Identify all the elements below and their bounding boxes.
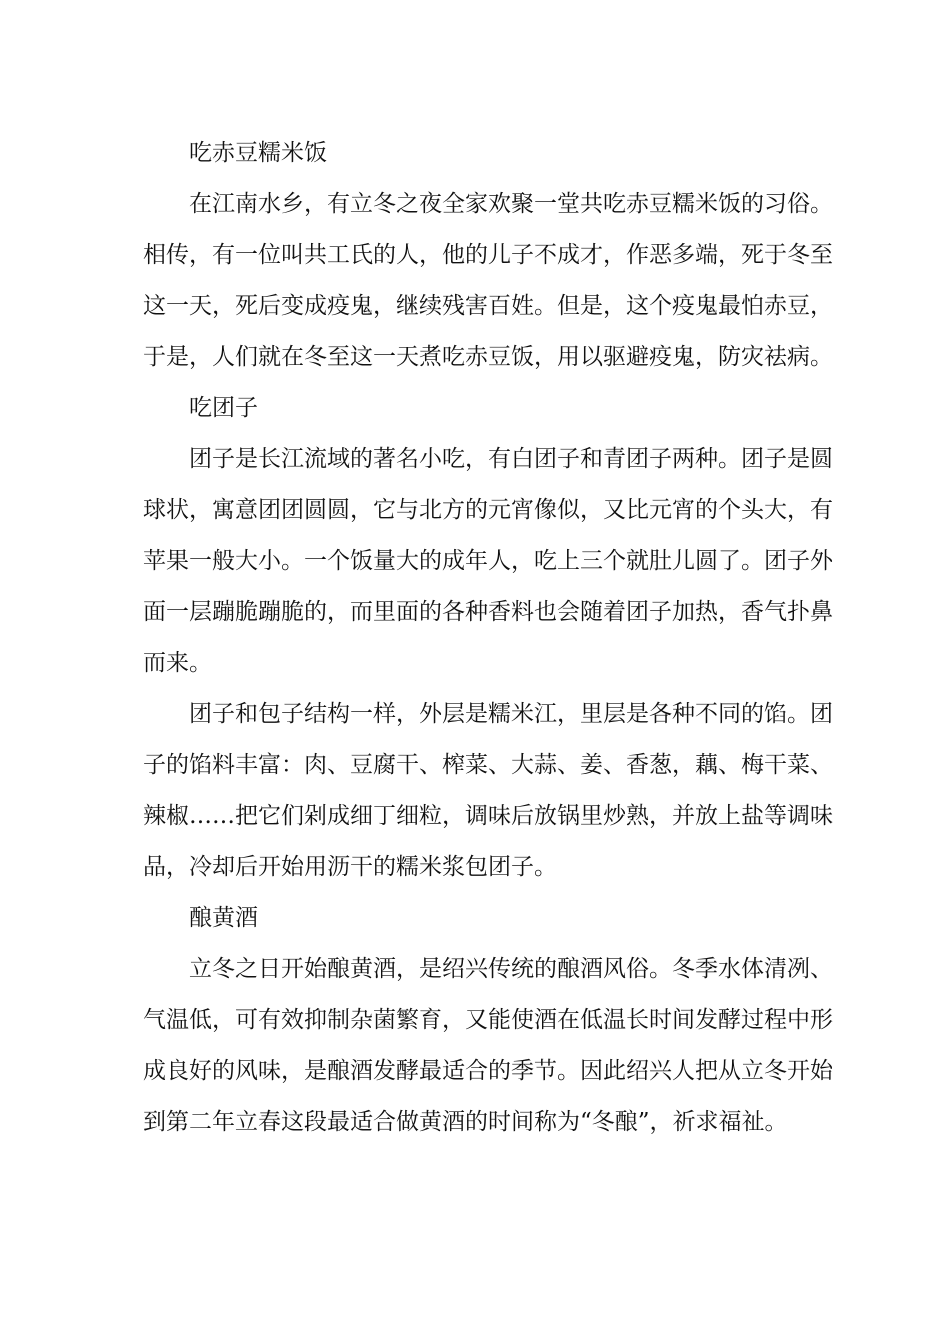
paragraph-red-bean-rice: 在江南水乡，有立冬之夜全家欢聚一堂共吃赤豆糯米饭的习俗。相传，有一位叫共工氏的人，他的儿子不成才，作恶多端，死于冬至这一天，死后变成疫鬼，继续残害百姓。但是，这个疫鬼最怕赤豆，于是，人们就在冬至这一天煮吃赤豆饭，用以驱避疫鬼，防灾祛病。 xyxy=(143,191,833,370)
section-heading-yellow-wine: 酿黄酒 xyxy=(189,905,258,931)
document-body xyxy=(143,128,833,1148)
paragraph-tuanzi-intro: 团子是长江流域的著名小吃，有白团子和青团子两种。团子是圆球状，寓意团团圆圆，它与北方的元宵像似，又比元宵的个头大，有苹果一般大小。一个饭量大的成年人，吃上三个就肚儿圆了。团子外面一层蹦脆蹦脆的，而里面的各种香料也会随着团子加热，香气扑鼻而来。 xyxy=(143,446,833,676)
section-heading-tuanzi: 吃团子 xyxy=(189,395,258,421)
section-heading-red-bean-rice: 吃赤豆糯米饭 xyxy=(189,140,327,166)
paragraph-yellow-wine: 立冬之日开始酿黄酒，是绍兴传统的酿酒风俗。冬季水体清冽、气温低，可有效抑制杂菌繁育，又能使酒在低温长时间发酵过程中形成良好的风味，是酿酒发酵最适合的季节。因此绍兴人把从立冬开始到第二年立春这段最适合做黄酒的时间称为“冬酿”，祈求福祉。 xyxy=(143,956,833,1135)
paragraph-tuanzi-filling: 团子和包子结构一样，外层是糯米江，里层是各种不同的馅。团子的馅料丰富：肉、豆腐干、榨菜、大蒜、姜、香葱，藕、梅干菜、辣椒……把它们剁成细丁细粒，调味后放锅里炒熟，并放上盐等调味品，冷却后开始用沥干的糯米浆包团子。 xyxy=(143,701,833,880)
